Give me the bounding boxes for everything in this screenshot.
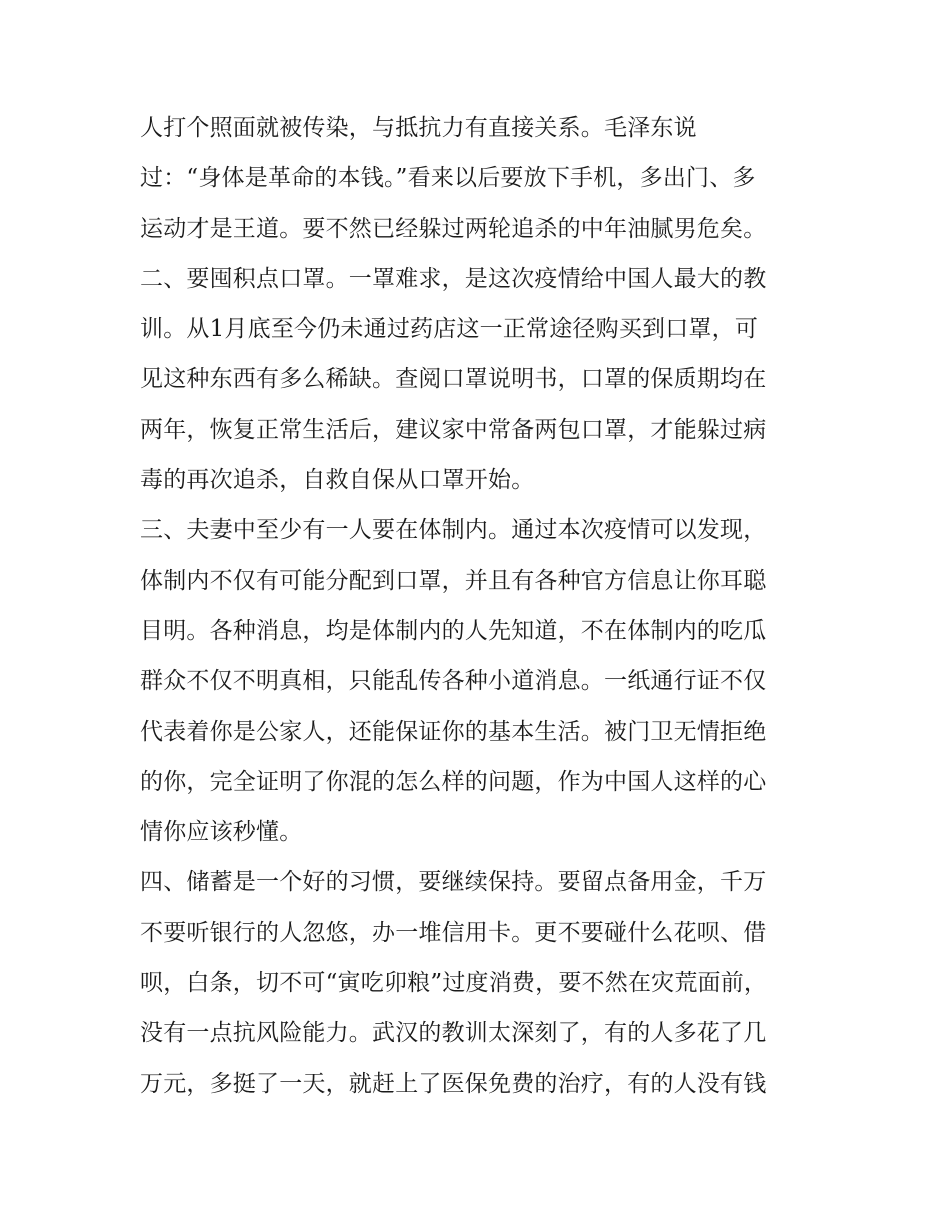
text-line: 过：“身体是革命的本钱。”看来以后要放下手机，多出门、多 — [140, 165, 756, 192]
text-line: 没有一点抗风险能力。武汉的教训太深刻了，有的人多花了几 — [140, 1020, 767, 1047]
body-text — [140, 103, 820, 1109]
text-line: 人打个照面就被传染，与抵抗力有直接关系。毛泽东说 — [140, 115, 697, 141]
text-line: 情你应该秒懂。 — [140, 819, 303, 846]
text-line: 代表着你是公家人，还能保证你的基本生活。被门卫无情拒绝 — [140, 718, 767, 745]
text-line: 运动才是王道。要不然已经躲过两轮追杀的中年油腻男危矣。 — [140, 215, 767, 242]
text-line: 训。从1月底至今仍未通过药店这一正常途径购买到口罩，可 — [140, 316, 759, 343]
text-line: 二、要囤积点口罩。一罩难求，是这次疫情给中国人最大的教 — [140, 265, 767, 292]
text-line: 两年，恢复正常生活后，建议家中常备两包口罩，才能躲过病 — [140, 416, 767, 443]
text-line: 四、储蓄是一个好的习惯，要继续保持。要留点备用金，千万 — [140, 869, 767, 896]
text-line: 不要听银行的人忽悠，办一堆信用卡。更不要碰什么花呗、借 — [140, 919, 767, 946]
text-line: 体制内不仅有可能分配到口罩，并且有各种官方信息让你耳聪 — [140, 567, 767, 594]
text-line: 万元，多挺了一天，就赶上了医保免费的治疗，有的人没有钱 — [140, 1070, 767, 1097]
text-line: 见这种东西有多么稀缺。查阅口罩说明书，口罩的保质期均在 — [140, 366, 767, 393]
text-line: 三、夫妻中至少有一人要在体制内。通过本次疫情可以发现， — [140, 517, 767, 544]
text-line: 群众不仅不明真相，只能乱传各种小道消息。一纸通行证不仅 — [140, 668, 767, 695]
text-line: 呗，白条，切不可“寅吃卯粮”过度消费，要不然在灾荒面前， — [140, 970, 768, 997]
text-line: 毒的再次追杀，自救自保从口罩开始。 — [140, 467, 535, 494]
text-line: 的你，完全证明了你混的怎么样的问题，作为中国人这样的心 — [140, 768, 767, 795]
text-line: 目明。各种消息，均是体制内的人先知道，不在体制内的吃瓜 — [140, 617, 767, 644]
